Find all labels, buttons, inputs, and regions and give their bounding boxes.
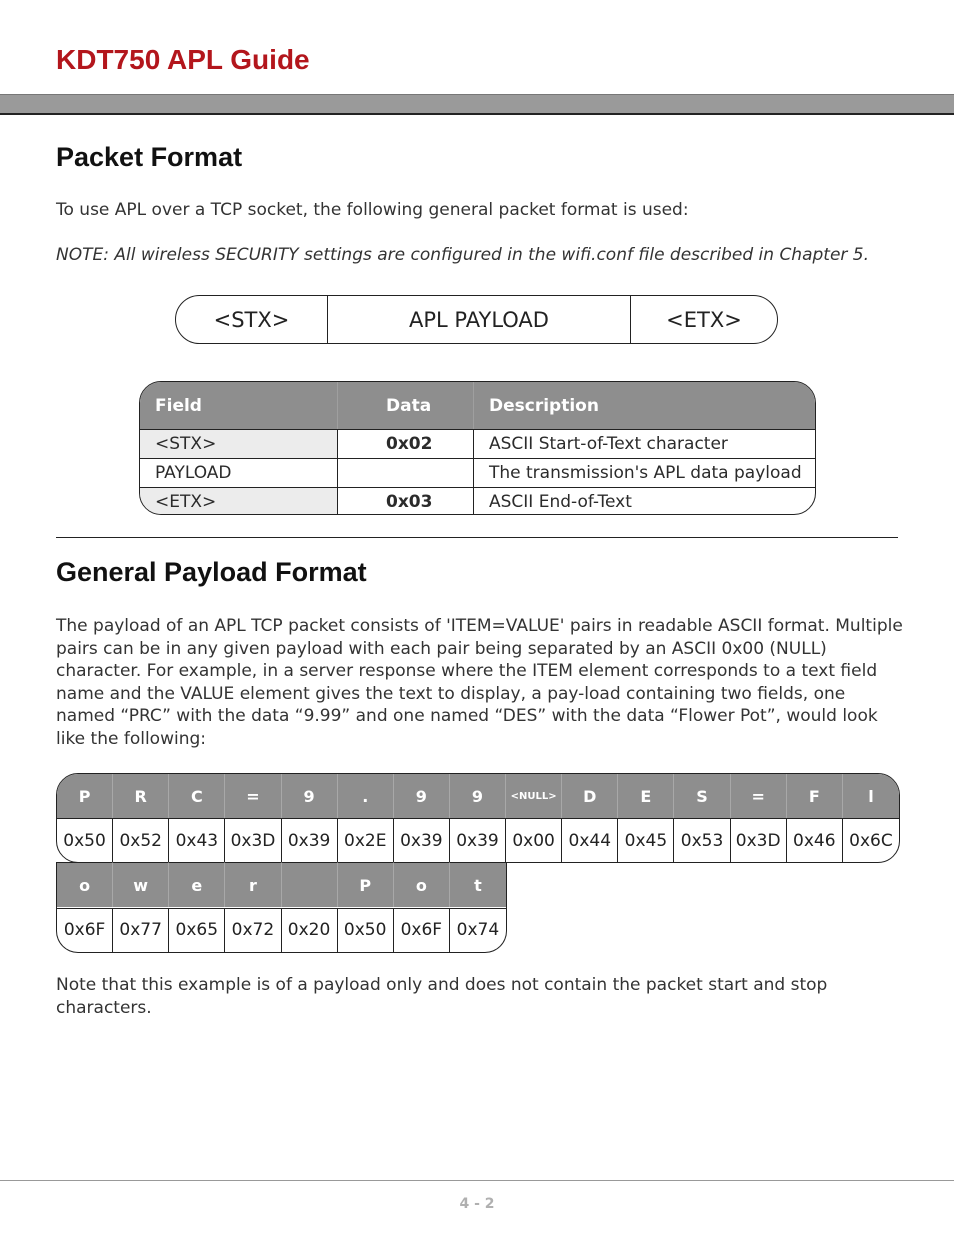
- table-row: [140, 487, 815, 515]
- byte-hex: 0x50: [338, 908, 394, 952]
- byte-hex: 0x52: [113, 818, 169, 862]
- header-field: Field: [140, 382, 338, 429]
- cell-field: <STX>: [140, 430, 338, 458]
- section-divider: [56, 537, 898, 538]
- packet-field-table: [139, 381, 816, 515]
- table-row: [140, 429, 815, 458]
- byte-hex: 0x74: [450, 908, 506, 952]
- byte-char: E: [618, 774, 674, 818]
- byte-hex: 0x46: [787, 818, 843, 862]
- packet-diagram: [175, 295, 778, 344]
- byte-char: r: [225, 862, 281, 907]
- security-note: NOTE: All wireless SECURITY settings are configured in the wifi.conf file described in Chapter 5.: [56, 245, 870, 265]
- table-header-row: [140, 382, 815, 429]
- guide-title: KDT750 APL Guide: [56, 44, 310, 75]
- byte-hex: 0x6C: [843, 818, 899, 862]
- byte-char: .: [338, 774, 394, 818]
- byte-char: P: [338, 862, 394, 907]
- byte-hex: 0x6F: [57, 908, 113, 952]
- packet-stx: <STX>: [176, 296, 328, 343]
- byte-hex: 0x50: [57, 818, 113, 862]
- byte-hex: 0x39: [394, 818, 450, 862]
- packet-payload: APL PAYLOAD: [328, 296, 631, 343]
- byte-char: t: [450, 862, 506, 907]
- byte-hex: 0x43: [169, 818, 225, 862]
- cell-description: ASCII End-of-Text: [489, 492, 632, 512]
- cell-data: 0x02: [338, 430, 474, 458]
- table-row: [140, 458, 815, 487]
- byte-char: D: [562, 774, 618, 818]
- payload-bytes-row-1: [56, 773, 900, 863]
- byte-hex: 0x00: [506, 818, 562, 862]
- byte-char: R: [113, 774, 169, 818]
- byte-hex: 0x65: [169, 908, 225, 952]
- cell-description: The transmission's APL data payload: [489, 463, 802, 483]
- header-description: Description: [489, 395, 599, 416]
- byte-char: F: [787, 774, 843, 818]
- byte-char: 9: [394, 774, 450, 818]
- header-data: Data: [338, 382, 474, 429]
- page-number: 4 - 2: [459, 1196, 495, 1212]
- footer-divider: [0, 1180, 954, 1181]
- byte-char: o: [394, 862, 450, 907]
- byte-char: o: [57, 862, 113, 907]
- byte-hex: 0x20: [282, 908, 338, 952]
- byte-hex: 0x6F: [394, 908, 450, 952]
- header-bar: [0, 94, 954, 115]
- byte-char: [282, 862, 338, 907]
- byte-hex: 0x45: [618, 818, 674, 862]
- byte-hex: 0x3D: [225, 818, 281, 862]
- byte-hex: 0x53: [674, 818, 730, 862]
- byte-hex: 0x2E: [338, 818, 394, 862]
- byte-char: 9: [282, 774, 338, 818]
- payload-footnote: Note that this example is of a payload only and does not contain the packet start and stop characters.: [56, 975, 828, 1018]
- byte-char: =: [225, 774, 281, 818]
- byte-char: S: [674, 774, 730, 818]
- packet-etx: <ETX>: [666, 307, 742, 332]
- byte-hex: 0x39: [450, 818, 506, 862]
- packet-intro-text: To use APL over a TCP socket, the following general packet format is used:: [56, 200, 689, 220]
- cell-field: PAYLOAD: [140, 459, 338, 487]
- payload-description: The payload of an APL TCP packet consists of 'ITEM=VALUE' pairs in readable ASCII format. Multiple pairs can be in any given payload with each pair being separated by an ASCII 0x00 (NULL) character. For example, in a server response where the ITEM element corresponds to a text field name and the VALUE element gives the text to display, a pay-load containing two fields, one named “PRC” with the data “9.99” and one named “DES” with the data “Flower Pot”, would look like the following:: [56, 616, 903, 749]
- byte-hex: 0x72: [225, 908, 281, 952]
- cell-data: [338, 459, 474, 487]
- byte-char: 9: [450, 774, 506, 818]
- byte-char: e: [169, 862, 225, 907]
- byte-char: <NULL>: [506, 774, 562, 818]
- byte-char: l: [843, 774, 899, 818]
- byte-char: w: [113, 862, 169, 907]
- packet-format-heading: Packet Format: [56, 142, 243, 172]
- byte-hex: 0x77: [113, 908, 169, 952]
- byte-hex: 0x44: [562, 818, 618, 862]
- cell-field: <ETX>: [140, 488, 338, 515]
- payload-bytes-row-2: [56, 862, 507, 953]
- payload-format-heading: General Payload Format: [56, 557, 367, 587]
- byte-hex: 0x3D: [731, 818, 787, 862]
- byte-hex: 0x39: [282, 818, 338, 862]
- byte-char: =: [731, 774, 787, 818]
- byte-char: C: [169, 774, 225, 818]
- byte-char: P: [57, 774, 113, 818]
- cell-description: ASCII Start-of-Text character: [489, 434, 728, 454]
- cell-data: 0x03: [338, 488, 474, 515]
